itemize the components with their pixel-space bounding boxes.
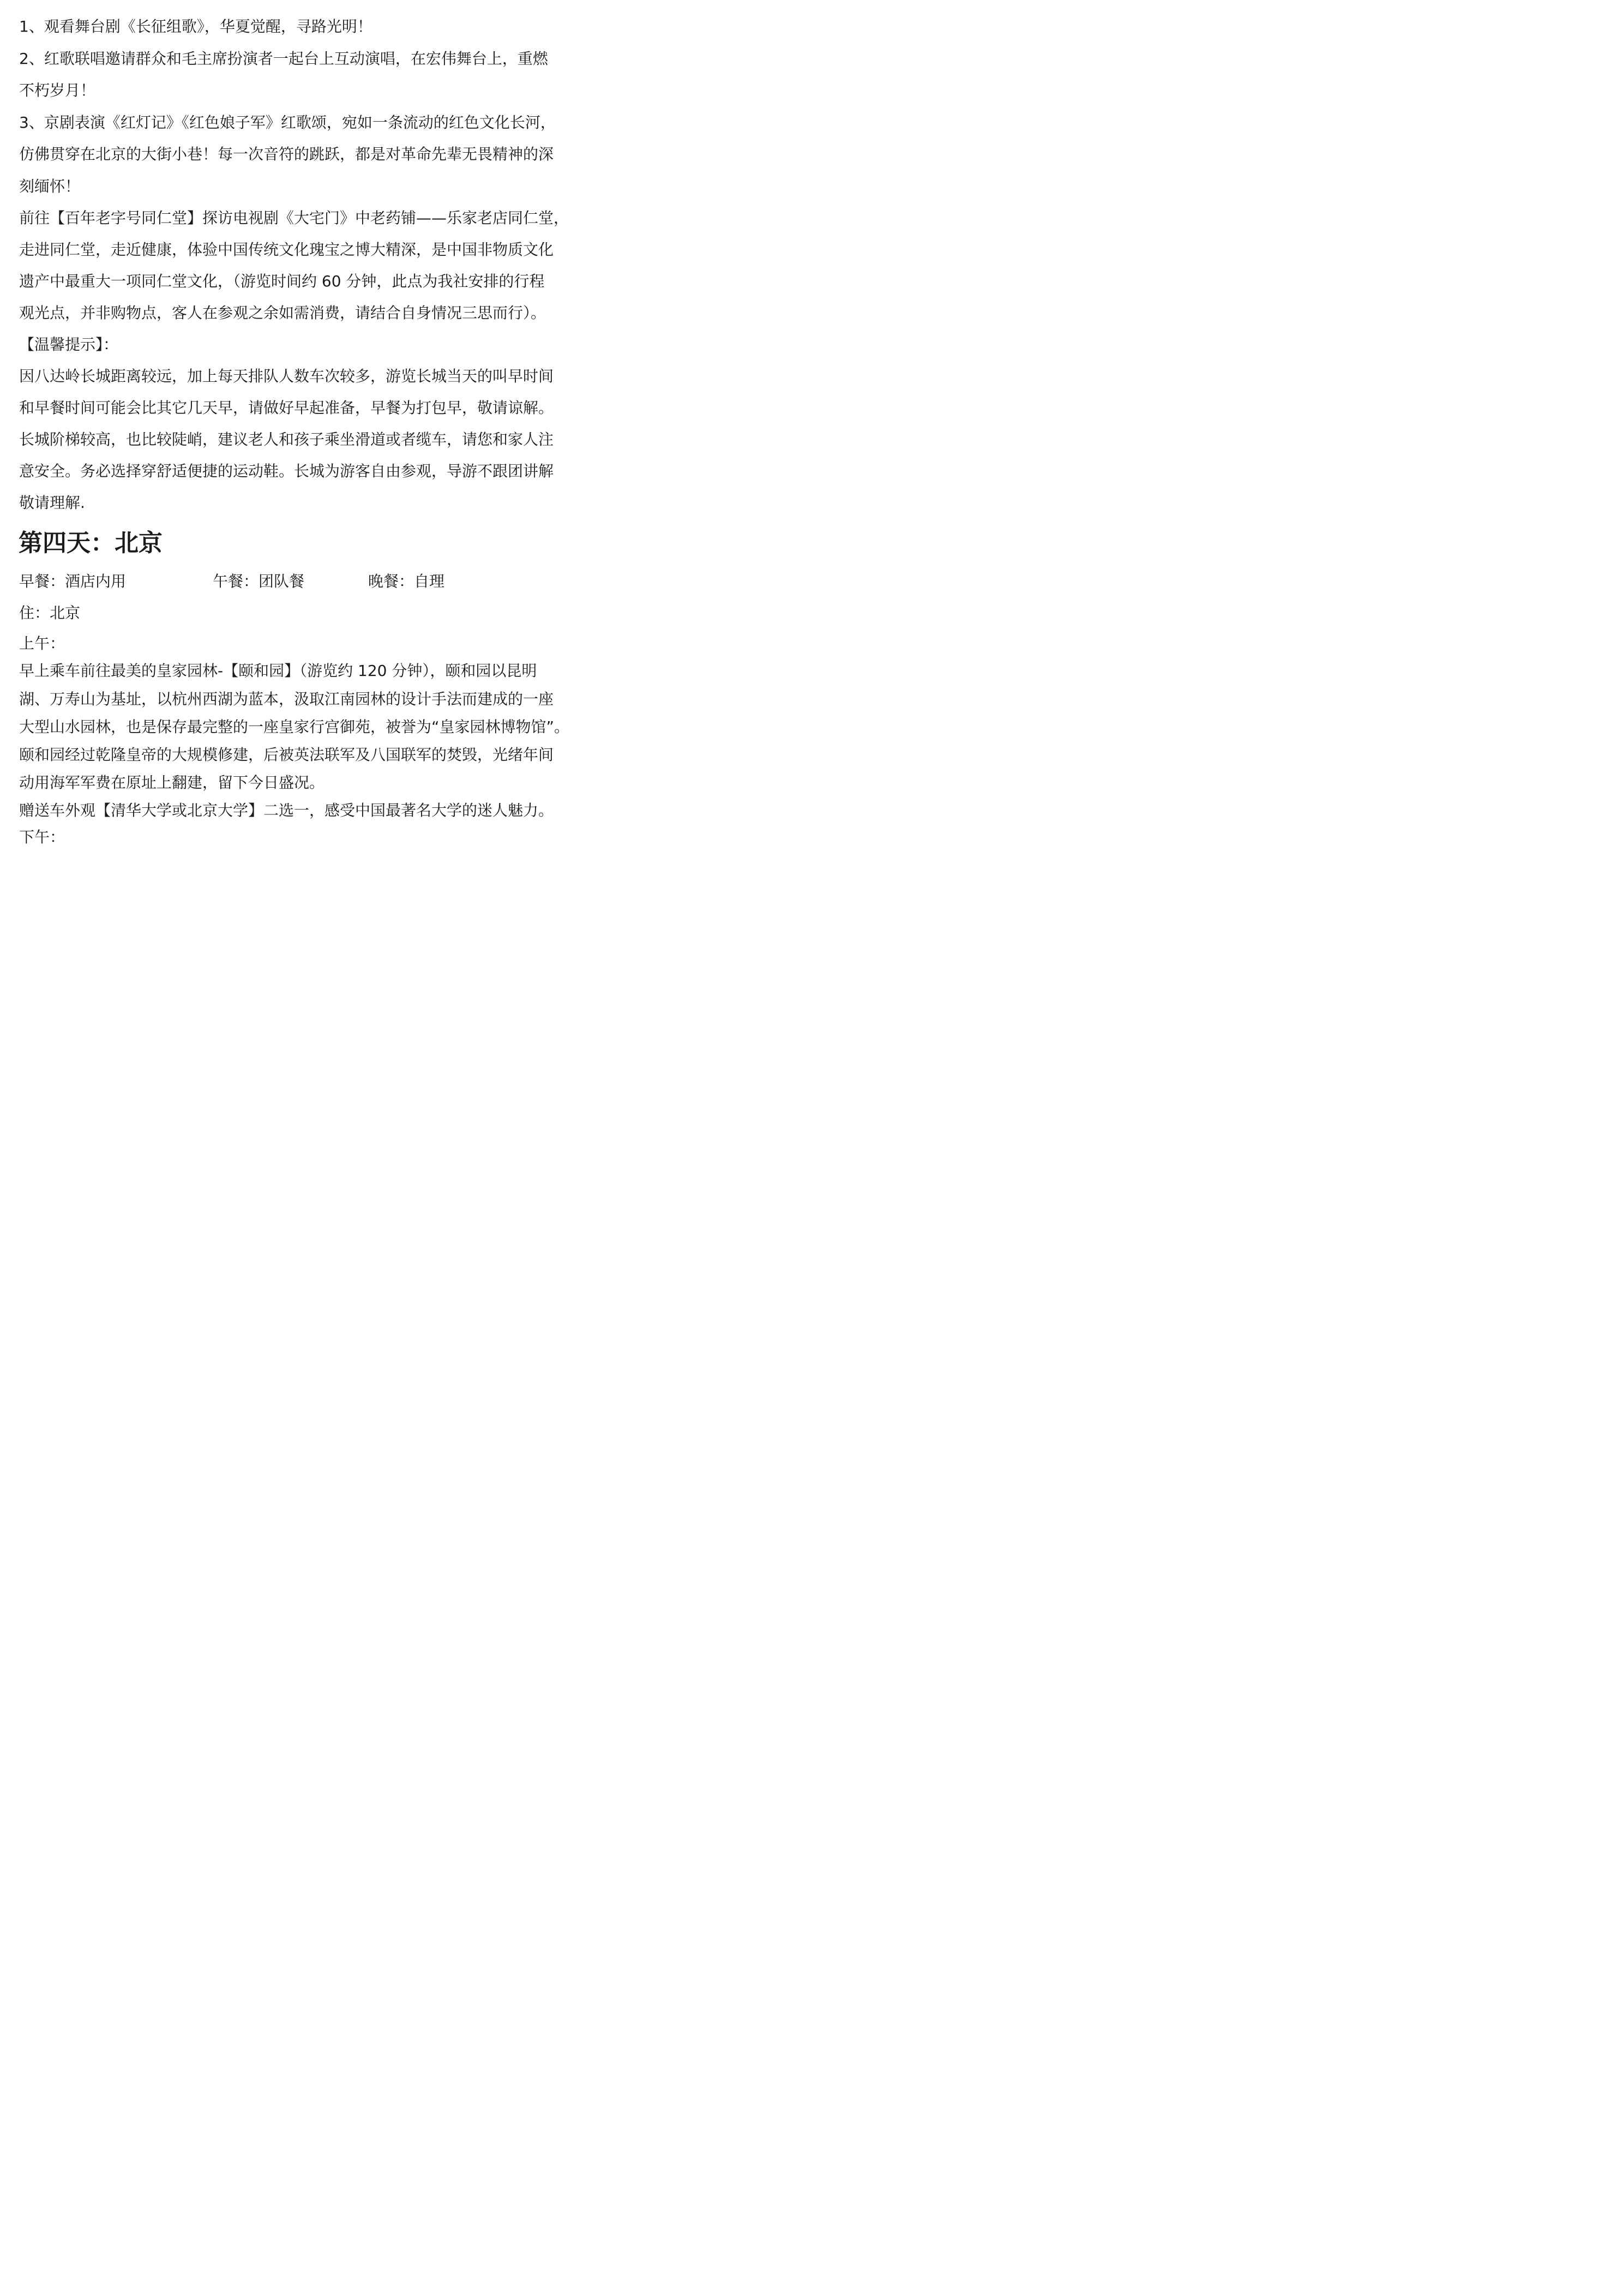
text-line: 湖、万寿山为基址，以杭州西湖为蓝本，汲取江南园林的设计手法而建成的一座: [19, 690, 554, 708]
tips-heading: 【温馨提示】：: [19, 335, 119, 353]
dinner-info: 晚餐：自理: [368, 572, 445, 590]
text-line: 长城阶梯较高，也比较陡峭，建议老人和孩子乘坐滑道或者缆车，请您和家人注: [19, 430, 554, 448]
stay-info: 住：北京: [19, 604, 81, 622]
text-line: 遗产中最重大一项同仁堂文化，（游览时间约 60 分钟，此点为我社安排的行程: [19, 272, 545, 290]
text-line: 走进同仁堂，走近健康，体验中国传统文化瑰宝之博大精深，是中国非物质文化: [19, 241, 554, 259]
day-heading: 第四天：北京: [19, 529, 163, 557]
text-line: 2、红歌联唱邀请群众和毛主席扮演者一起台上互动演唱，在宏伟舞台上，重燃: [19, 50, 548, 68]
text-line: 不朽岁月！: [19, 81, 96, 99]
text-line: 因八达岭长城距离较远，加上每天排队人数车次较多，游览长城当天的叫早时间: [19, 367, 554, 385]
lunch-info: 午餐：团队餐: [213, 572, 305, 590]
text-line: 和早餐时间可能会比其它几天早，请做好早起准备，早餐为打包早，敬请谅解。: [19, 399, 554, 417]
text-line: 赠送车外观【清华大学或北京大学】二选一，感受中国最著名大学的迷人魅力。: [19, 801, 554, 819]
morning-label: 上午：: [19, 634, 65, 652]
text-line: 仿佛贯穿在北京的大街小巷！每一次音符的跳跃，都是对革命先辈无畏精神的深: [19, 145, 554, 163]
text-line: 前往【百年老字号同仁堂】探访电视剧《大宅门》中老药铺——乐家老店同仁堂，: [19, 209, 569, 227]
text-line: 3、京剧表演《红灯记》《红色娘子军》红歌颂，宛如一条流动的红色文化长河，: [19, 113, 556, 131]
text-line: 颐和园经过乾隆皇帝的大规模修建，后被英法联军及八国联军的焚毁，光绪年间: [19, 746, 554, 764]
breakfast-info: 早餐：酒店内用: [19, 572, 127, 590]
text-line: 观光点，并非购物点，客人在参观之余如需消费，请结合自身情况三思而行）。: [19, 304, 546, 322]
text-line: 刻缅怀！: [19, 177, 81, 195]
text-line: 1、观看舞台剧《长征组歌》，华夏觉醒，寻路光明！: [19, 17, 372, 35]
itinerary-page: [0, 0, 600, 848]
afternoon-label: 下午：: [19, 828, 65, 846]
text-line: 大型山水园林，也是保存最完整的一座皇家行宫御苑，被誉为“皇家园林博物馆”。: [19, 718, 570, 736]
text-line: 早上乘车前往最美的皇家园林-【颐和园】（游览约 120 分钟），颐和园以昆明: [19, 662, 537, 680]
text-line: 意安全。务必选择穿舒适便捷的运动鞋。长城为游客自由参观，导游不跟团讲解: [19, 462, 554, 480]
text-line: 敬请理解.: [19, 494, 85, 512]
text-line: 动用海军军费在原址上翻建，留下今日盛况。: [19, 774, 325, 792]
